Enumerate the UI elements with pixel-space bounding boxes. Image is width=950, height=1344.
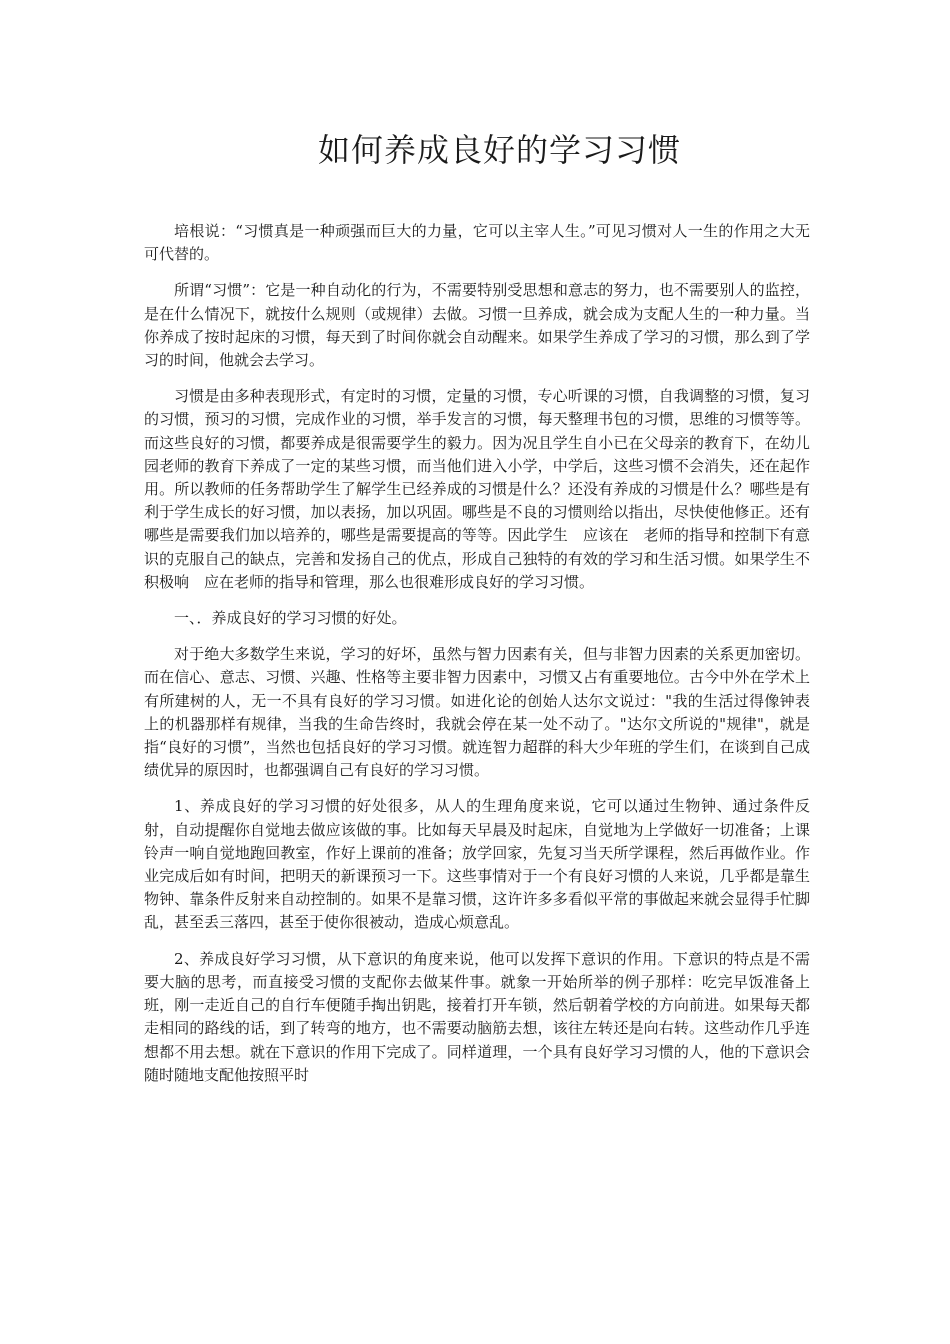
paragraph-intro-quote: 培根说：“习惯真是一种顽强而巨大的力量，它可以主宰人生。”可见习惯对人一生的作用之大无可代替的。 xyxy=(144,222,810,264)
paragraph-benefit-1: 1、养成良好的学习习惯的好处很多，从人的生理角度来说，它可以通过生物钟、通过条件反射，自动提醒你自觉地去做应该做的事。比如每天早晨及时起床，自觉地为上学做好一切准备；上课铃声一响自觉地跑回教室，作好上课前的准备；放学回家，先复习当天所学课程，然后再做作业。作业完成后如有时间，把明天的新课预习一下。这些事情对于一个有良好习惯的人来说，几乎都是靠生物钟、靠条件反射来自动控制的。如果不是靠习惯，这许许多多看似平常的事做起来就会显得手忙脚乱，甚至丢三落四，甚至于使你很被动，造成心烦意乱。 xyxy=(144,797,810,932)
document-title: 如何养成良好的学习习惯 xyxy=(318,131,682,169)
paragraph-benefit-2: 2、养成良好学习习惯，从下意识的角度来说，他可以发挥下意识的作用。下意识的特点是不需要大脑的思考，而直接受习惯的支配你去做某件事。就象一开始所举的例子那样：吃完早饭准备上班，刚一走近自己的自行车便随手掏出钥匙，接着打开车锁，然后朝着学校的方向前进。如果每天都走相同的路线的话，到了转弯的地方，也不需要动脑筋去想，该往左转还是向右转。这些动作几乎连想都不用去想。就在下意识的作用下完成了。同样道理，一个具有良好学习习惯的人，他的下意识会随时随地支配他按照平时 xyxy=(144,949,810,1084)
document-body xyxy=(144,220,810,1100)
paragraph-habit-definition: 所谓“习惯”：它是一种自动化的行为，不需要特别受思想和意志的努力，也不需要别人的监控，是在什么情况下，就按什么规则（或规律）去做。习惯一旦养成，就会成为支配人生的一种力量。当你养成了按时起床的习惯，每天到了时间你就会自动醒来。如果学生养成了学习的习惯，那么到了学习的时间，他就会去学习。 xyxy=(144,281,810,370)
paragraph-non-intellectual-factors: 对于绝大多数学生来说，学习的好坏，虽然与智力因素有关，但与非智力因素的关系更加密切。而在信心、意志、习惯、兴趣、性格等主要非智力因素中，习惯又占有重要地位。古今中外在学术上有所建树的人，无一不具有良好的学习习惯。如进化论的创始人达尔文说过："我的生活过得像钟表上的机器那样有规律，当我的生命告终时，我就会停在某一处不动了。"达尔文所说的"规律"，就是指“良好的习惯”，当然也包括良好的学习习惯。就连智力超群的科大少年班的学生们，在谈到自己成绩优异的原因时，也都强调自己有良好的学习习惯。 xyxy=(144,645,810,780)
section-heading-benefits: 一、．养成良好的学习习惯的好处。 xyxy=(174,609,407,628)
paragraph-habit-forms: 习惯是由多种表现形式，有定时的习惯，定量的习惯，专心听课的习惯，自我调整的习惯，复习的习惯，预习的习惯，完成作业的习惯，举手发言的习惯，每天整理书包的习惯，思维的习惯等等。而这些良好的习惯，都要养成是很需要学生的毅力。因为况且学生自小已在父母亲的教育下，在幼儿园老师的教育下养成了一定的某些习惯，而当他们进入小学，中学后，这些习惯不会消失，还在起作用。所以教师的任务帮助学生了解学生已经养成的习惯是什么？还没有养成的习惯是什么？哪些是有利于学生成长的好习惯，加以表扬，加以巩固。哪些是不良的习惯则给以指出，尽快使他修正。还有哪些是需要我们加以培养的，哪些是需要提高的等等。因此学生 应该在 老师的指导和控制下有意识的克服自己的缺点，完善和发扬自己的优点，形成自己独特的有效的学习和生活习惯。如果学生不积极响 应在老师的指导和管理，那么也很难形成良好的学习习惯。 xyxy=(144,387,810,591)
